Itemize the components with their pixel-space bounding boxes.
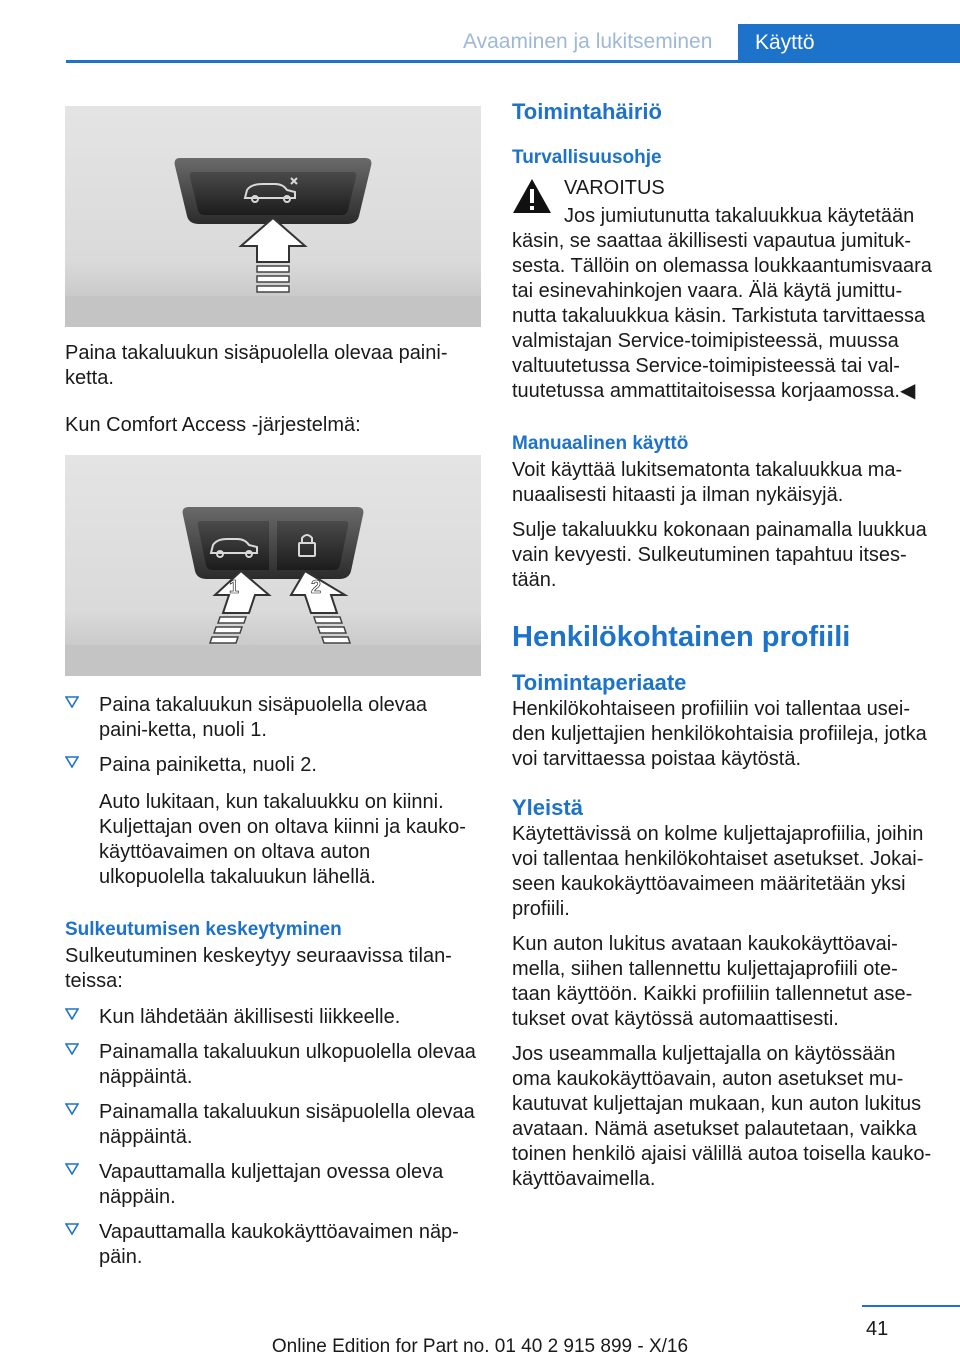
list-item bbox=[65, 1005, 481, 1030]
interrupt-item-text: Painamalla takaluukun ulkopuolella olevaa näppäintä. bbox=[99, 1041, 476, 1088]
page-number: 41 bbox=[866, 1318, 889, 1340]
arrow-label-1: 1 bbox=[229, 577, 240, 597]
left-column bbox=[65, 106, 481, 1280]
interrupt-item-text: Vapauttamalla kuljettajan ovessa oleva näppäin. bbox=[99, 1161, 444, 1208]
warning-text: käsin, se saattaa äkillisesti vapautua jumituk‐sesta. Tällöin on olemassa loukkaantumisvaara tai esinevahinkojen vaara. Älä käytä jumittu‐nutta takaluukkua käsin. Tarkistuta tarvittaessa valmistajan Service-toimipisteessä, muussa valtuutetussa Service-toimipisteessä tai val‐tuutetussa ammattitaitoisessa korjaamossa.◀ bbox=[512, 230, 932, 402]
interrupt-item-text: Painamalla takaluukun sisäpuolella olevaa näppäintä. bbox=[99, 1101, 475, 1148]
warning-triangle-icon bbox=[512, 178, 552, 214]
malfunction-heading: Toimintahäiriö bbox=[512, 99, 662, 124]
interrupt-item-text: Kun lähdetään äkillisesti liikkeelle. bbox=[99, 1006, 401, 1028]
manual-heading: Manuaalinen käyttö bbox=[512, 433, 689, 454]
step-text: Paina takaluukun sisäpuolella olevaa paini‐ketta, nuoli 1. bbox=[99, 694, 428, 741]
triangle-bullet-icon bbox=[65, 1043, 79, 1055]
triangle-bullet-icon bbox=[65, 1008, 79, 1020]
manual-paragraph-2: Sulje takaluukku kokonaan painamalla luukkua vain kevyesti. Sulkeutuminen tapahtuu itses‐tään. bbox=[512, 519, 927, 591]
footer-rule bbox=[862, 1305, 960, 1307]
triangle-bullet-icon bbox=[65, 696, 79, 708]
interrupt-intro: Sulkeutuminen keskeytyy seuraavissa tilan‐teissa: bbox=[65, 945, 452, 992]
general-paragraph-1: Käytettävissä on kolme kuljettajaprofiilia, joihin voi tallentaa henkilökohtaiset asetukset. Jokai‐seen kaukokäyttöavaimeen määritetään yksi profiili. bbox=[512, 823, 924, 920]
tailgate-button-figure bbox=[65, 106, 481, 327]
list-item bbox=[65, 1100, 481, 1150]
principle-paragraph: Henkilökohtaiseen profiiliin voi tallentaa usei‐den kuljettajien henkilökohtaisia profiileja, jotka voi tarvittaessa poistaa käytöstä. bbox=[512, 698, 927, 770]
warning-block bbox=[512, 176, 932, 404]
general-heading: Yleistä bbox=[512, 795, 583, 820]
interrupt-item-text: Vapauttamalla kaukokäyttöavaimen näp‐päin. bbox=[99, 1221, 459, 1268]
arrow-label-2: 2 bbox=[311, 577, 322, 597]
comfort-access-figure bbox=[65, 455, 481, 676]
list-item bbox=[65, 693, 481, 743]
principle-heading: Toimintaperiaate bbox=[512, 670, 687, 695]
triangle-bullet-icon bbox=[65, 1223, 79, 1235]
general-paragraph-3: Jos useammalla kuljettajalla on käytössään oma kaukokäyttöavain, auton asetukset mu‐kautuvat kuljettajan mukaan, kun auton lukitus avataan. Nämä asetukset palautetaan, vaikka toinen henkilö ajaisi välillä autoa toisella kauko‐käyttöavaimella. bbox=[512, 1043, 932, 1190]
warning-text-first-line: Jos jumiutunutta takaluukkua käytetään bbox=[564, 205, 915, 227]
header-chapter-tab bbox=[738, 24, 960, 63]
interrupt-heading: Sulkeutumisen keskeytyminen bbox=[65, 919, 342, 940]
profile-heading: Henkilökohtainen profiili bbox=[512, 621, 851, 653]
manual-paragraph-1: Voit käyttää lukitsematonta takaluukkua ma‐nuaalisesti hitaasti ja ilman nykäisyjä. bbox=[512, 459, 903, 506]
triangle-bullet-icon bbox=[65, 1103, 79, 1115]
list-item bbox=[65, 1220, 481, 1270]
tailgate-button-illustration bbox=[65, 106, 481, 327]
caption-press-button: Paina takaluukun sisäpuolella olevaa paini‐ketta. bbox=[65, 342, 448, 389]
header-section-title: Avaaminen ja lukitseminen bbox=[463, 30, 713, 53]
right-column bbox=[512, 98, 932, 1192]
step-detail: Auto lukitaan, kun takaluukku on kiinni. Kuljettajan oven on oltava kiinni ja kauko‐käyttöavaimen on oltava auton ulkopuolella takaluukun lähellä. bbox=[99, 791, 466, 888]
triangle-bullet-icon bbox=[65, 756, 79, 768]
general-paragraph-2: Kun auton lukitus avataan kaukokäyttöavai‐mella, siihen tallennettu kuljettajaprofiili ote‐taan käyttöön. Kaikki profiiliin tallennetut ase‐tukset ovat käytössä automaattisesti. bbox=[512, 933, 913, 1030]
comfort-access-steps bbox=[65, 693, 481, 890]
list-item bbox=[65, 1160, 481, 1210]
warning-label: VAROITUS bbox=[564, 177, 665, 199]
edition-footer: Online Edition for Part no. 01 40 2 915 899 - X/16 bbox=[271, 1336, 689, 1357]
comfort-access-illustration bbox=[65, 455, 481, 676]
list-item bbox=[65, 753, 481, 890]
header-chapter-label: Käyttö bbox=[755, 31, 815, 54]
caption-comfort-access: Kun Comfort Access -järjestelmä: bbox=[65, 414, 361, 436]
triangle-bullet-icon bbox=[65, 1163, 79, 1175]
step-text: Paina painiketta, nuoli 2. bbox=[99, 754, 317, 776]
interrupt-list bbox=[65, 1005, 481, 1270]
safety-heading: Turvallisuusohje bbox=[512, 147, 662, 168]
list-item bbox=[65, 1040, 481, 1090]
